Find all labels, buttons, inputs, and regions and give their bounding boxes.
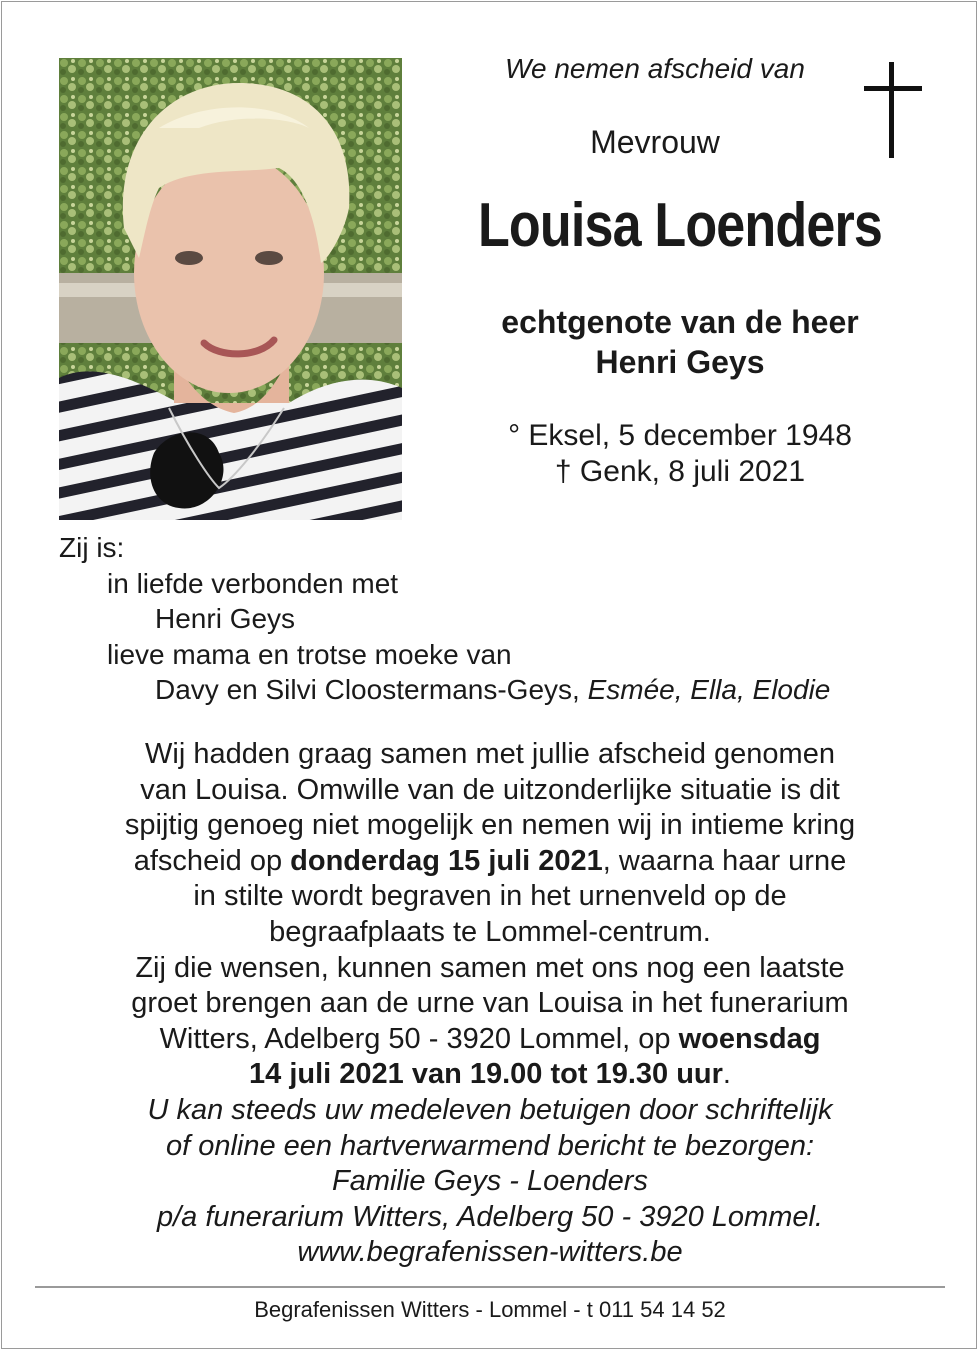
- text-span: afscheid op: [133, 844, 291, 877]
- intro-text: We nemen afscheid van: [505, 53, 805, 84]
- text-line: Wij hadden graag samen met jullie afscheid genomen: [145, 738, 835, 770]
- spouse-block: [430, 302, 930, 382]
- cross-icon: [864, 62, 922, 158]
- spouse-line-1: echtgenote van de heer: [501, 304, 859, 340]
- relations-heading: Zij is:: [59, 532, 125, 563]
- relation-line: in liefde verbonden met: [107, 567, 399, 599]
- family-name: Familie Geys - Loenders: [332, 1165, 648, 1198]
- text-span: .: [722, 1058, 731, 1091]
- visit-day: woensdag: [678, 1022, 821, 1055]
- visit-time: 14 juli 2021 van 19.00 tot 19.30 uur: [249, 1058, 723, 1091]
- dates-block: [430, 418, 930, 490]
- announcement-text: [60, 737, 920, 1271]
- footer-contact: Begrafenissen Witters - Lommel - t 011 54 14 52: [254, 1297, 726, 1322]
- deceased-name: Louisa Loenders: [477, 191, 883, 260]
- text-line: Zij die wensen, kunnen samen met ons nog een laatste: [135, 951, 845, 984]
- footer-divider: [35, 1286, 945, 1288]
- text-span: , waarna haar urne: [602, 844, 847, 877]
- text-line: spijtig genoeg niet mogelijk en nemen wij in intieme kring: [124, 809, 856, 842]
- title-mevrouw: Mevrouw: [590, 124, 720, 160]
- address-line: p/a funerarium Witters, Adelberg 50 - 3920 Lommel.: [157, 1200, 823, 1233]
- relation-line: Henri Geys: [155, 603, 296, 634]
- text-line: [60, 1022, 920, 1058]
- website-link[interactable]: www.begrafenissen-witters.be: [297, 1236, 683, 1269]
- children-names: Davy en Silvi Cloostermans-Geys,: [155, 674, 588, 705]
- text-span: Witters, Adelberg 50 - 3920 Lommel, op: [159, 1022, 679, 1055]
- birth-date: ° Eksel, 5 december 1948: [508, 419, 852, 452]
- text-line: [60, 1057, 920, 1093]
- text-line: U kan steeds uw medeleven betuigen door schriftelijk: [147, 1093, 833, 1126]
- text-line: begraafplaats te Lommel-centrum.: [269, 915, 711, 948]
- death-date: † Genk, 8 juli 2021: [554, 455, 806, 488]
- relations-block: [59, 530, 830, 708]
- relation-line: lieve mama en trotse moeke van: [107, 638, 512, 670]
- text-line: van Louisa. Omwille van de uitzonderlijke situatie is dit: [140, 773, 840, 806]
- farewell-date: donderdag 15 juli 2021: [290, 844, 603, 877]
- text-line: groet brengen aan de urne van Louisa in het funerarium: [131, 987, 849, 1020]
- text-line: of online een hartverwarmend bericht te bezorgen:: [165, 1129, 815, 1162]
- portrait-photo: [59, 58, 402, 520]
- grandchildren-names: Esmée, Ella, Elodie: [587, 674, 831, 705]
- spouse-line-2: Henri Geys: [595, 344, 765, 380]
- text-line: in stilte wordt begraven in het urnenveld op de: [193, 880, 787, 913]
- text-line: [60, 844, 920, 880]
- relation-line: [59, 672, 830, 708]
